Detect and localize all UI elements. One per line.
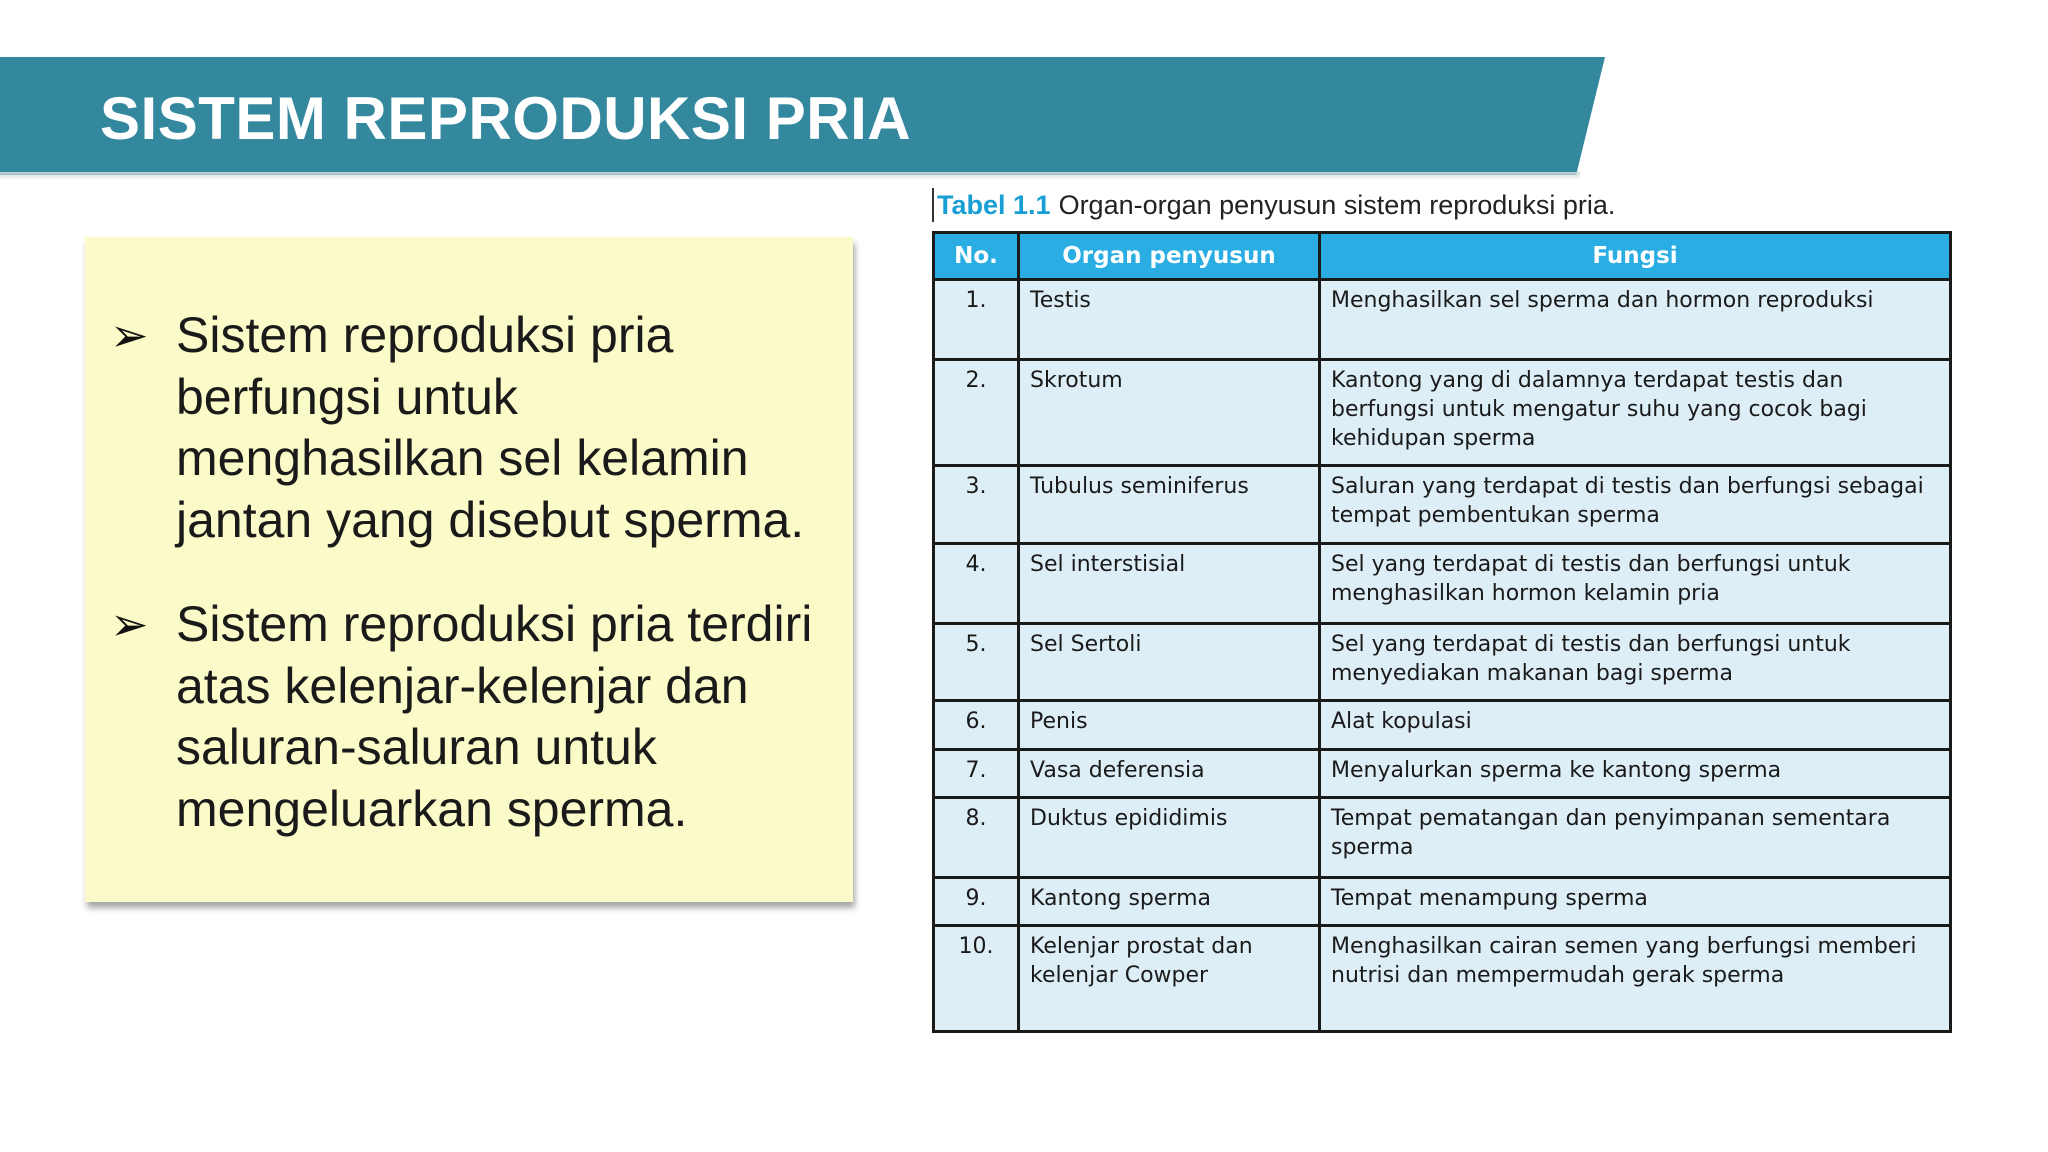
cell-no: 5.: [934, 624, 1019, 701]
table-row: [934, 360, 1951, 466]
table-row: [934, 926, 1951, 1032]
cell-fungsi: Sel yang terdapat di testis dan berfungsi untuk menghasilkan hormon kelamin pria: [1320, 544, 1951, 624]
table-row: [934, 701, 1951, 750]
cell-no: 9.: [934, 878, 1019, 926]
table-row: [934, 878, 1951, 926]
table-caption: [932, 188, 1615, 222]
cell-organ: Vasa deferensia: [1019, 750, 1320, 798]
cell-no: 1.: [934, 280, 1019, 360]
cell-fungsi: Menyalurkan sperma ke kantong sperma: [1320, 750, 1951, 798]
cell-no: 2.: [934, 360, 1019, 466]
arrow-bullet-icon: ➢: [110, 309, 149, 361]
cell-fungsi: Alat kopulasi: [1320, 701, 1951, 750]
cell-no: 7.: [934, 750, 1019, 798]
table-header-row: [934, 233, 1951, 280]
table-row: [934, 544, 1951, 624]
cell-organ: Kelenjar prostat dan kelenjar Cowper: [1019, 926, 1320, 1032]
table-caption-label: Tabel 1.1: [937, 190, 1051, 220]
arrow-bullet-icon: ➢: [110, 598, 149, 650]
cell-organ: Testis: [1019, 280, 1320, 360]
cell-fungsi: Tempat menampung sperma: [1320, 878, 1951, 926]
bullet-item: [110, 594, 833, 840]
table-row: [934, 798, 1951, 878]
page-title: SISTEM REPRODUKSI PRIA: [100, 85, 912, 152]
table-caption-text: Organ-organ penyusun sistem reproduksi pria.: [1058, 190, 1616, 220]
cell-fungsi: Sel yang terdapat di testis dan berfungsi untuk menyediakan makanan bagi sperma: [1320, 624, 1951, 701]
organ-table: [932, 231, 1952, 1033]
bullet-text: Sistem reproduksi pria berfungsi untuk menghasilkan sel kelamin jantan yang disebut sperma.: [176, 307, 805, 548]
cell-organ: Penis: [1019, 701, 1320, 750]
cell-fungsi: Saluran yang terdapat di testis dan berfungsi sebagai tempat pembentukan sperma: [1320, 466, 1951, 544]
cell-no: 3.: [934, 466, 1019, 544]
bullet-text: Sistem reproduksi pria terdiri atas kelenjar-kelenjar dan saluran-saluran untuk mengeluarkan sperma.: [176, 596, 813, 837]
cell-organ: Sel interstisial: [1019, 544, 1320, 624]
cell-no: 6.: [934, 701, 1019, 750]
table-row: [934, 280, 1951, 360]
cell-no: 4.: [934, 544, 1019, 624]
header-no: No.: [934, 233, 1019, 280]
header-fungsi: Fungsi: [1320, 233, 1951, 280]
sticky-note: [85, 237, 853, 902]
cell-organ: Kantong sperma: [1019, 878, 1320, 926]
table-row: [934, 624, 1951, 701]
table-row: [934, 750, 1951, 798]
bullet-list: [85, 237, 853, 840]
cell-fungsi: Menghasilkan sel sperma dan hormon reproduksi: [1320, 280, 1951, 360]
cell-fungsi: Kantong yang di dalamnya terdapat testis dan berfungsi untuk mengatur suhu yang cocok bagi kehidupan sperma: [1320, 360, 1951, 466]
cell-fungsi: Tempat pematangan dan penyimpanan sementara sperma: [1320, 798, 1951, 878]
table-row: [934, 466, 1951, 544]
cell-no: 8.: [934, 798, 1019, 878]
cell-organ: Skrotum: [1019, 360, 1320, 466]
cell-fungsi: Menghasilkan cairan semen yang berfungsi memberi nutrisi dan mempermudah gerak sperma: [1320, 926, 1951, 1032]
banner-shadow: [0, 172, 1580, 180]
cell-no: 10.: [934, 926, 1019, 1032]
header-organ: Organ penyusun: [1019, 233, 1320, 280]
cell-organ: Sel Sertoli: [1019, 624, 1320, 701]
cell-organ: Duktus epididimis: [1019, 798, 1320, 878]
bullet-item: [110, 305, 833, 551]
cell-organ: Tubulus seminiferus: [1019, 466, 1320, 544]
